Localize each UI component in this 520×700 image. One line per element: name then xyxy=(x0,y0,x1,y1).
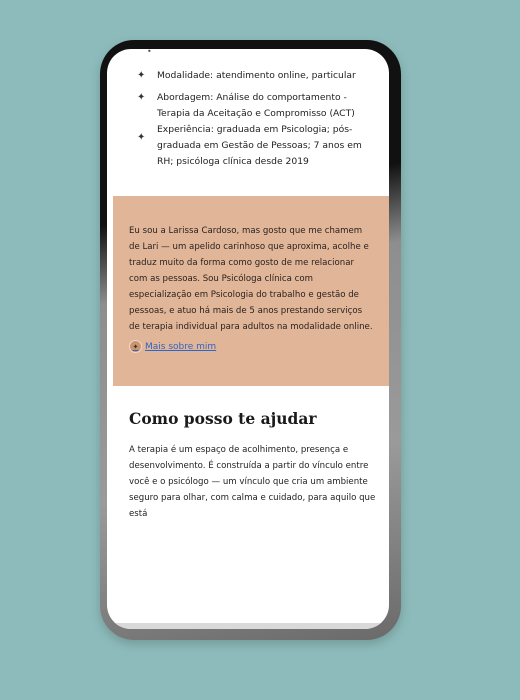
sparkle-icon: ✦ xyxy=(129,340,142,353)
list-bullet-partial: • xyxy=(147,49,152,56)
list-item-text: Abordagem: Análise do comportamento - Terapia da Aceitação e Compromisso (ACT) xyxy=(157,92,355,119)
profile-info-list xyxy=(137,59,377,170)
about-text: Eu sou a Larissa Cardoso, mas gosto que me chamem de Lari — um apelido carinhoso que aproxima, acolhe e traduz muito da forma como gosto de me relacionar com as pessoas. Sou Psicóloga clínica com especialização em Psicologia do trabalho e gestão de pessoas, e atuo há mais de 5 anos prestando serviços de terapia individual para adultos na modalidade online. xyxy=(129,226,373,332)
more-about-me-label: Mais sobre mim xyxy=(145,341,217,352)
sparkle-icon: ✦ xyxy=(137,70,146,81)
phone-screen[interactable] xyxy=(107,49,389,629)
list-item-text: Modalidade: atendimento online, particular xyxy=(157,70,356,81)
list-item-experiencia xyxy=(137,122,377,170)
sparkle-icon: ✦ xyxy=(137,132,146,143)
sparkle-icon: ✦ xyxy=(137,92,146,103)
about-section xyxy=(113,196,389,386)
list-item-text: Experiência: graduada em Psicologia; pós-graduada em Gestão de Pessoas; 7 anos em RH; psicóloga clínica desde 2019 xyxy=(157,124,362,167)
section-title-help: Como posso te ajudar xyxy=(129,409,317,428)
help-text: A terapia é um espaço de acolhimento, presença e desenvolvimento. É construída a partir do vínculo entre você e o psicólogo — um vínculo que cria um ambiente seguro para olhar, com calma e cuidado, para aquilo que está xyxy=(129,445,376,519)
more-about-me-link[interactable] xyxy=(129,340,216,353)
list-item-abordagem xyxy=(137,90,377,122)
list-item-modalidade xyxy=(137,68,377,84)
screen-bottom-edge xyxy=(107,623,389,629)
phone-frame xyxy=(100,40,401,640)
